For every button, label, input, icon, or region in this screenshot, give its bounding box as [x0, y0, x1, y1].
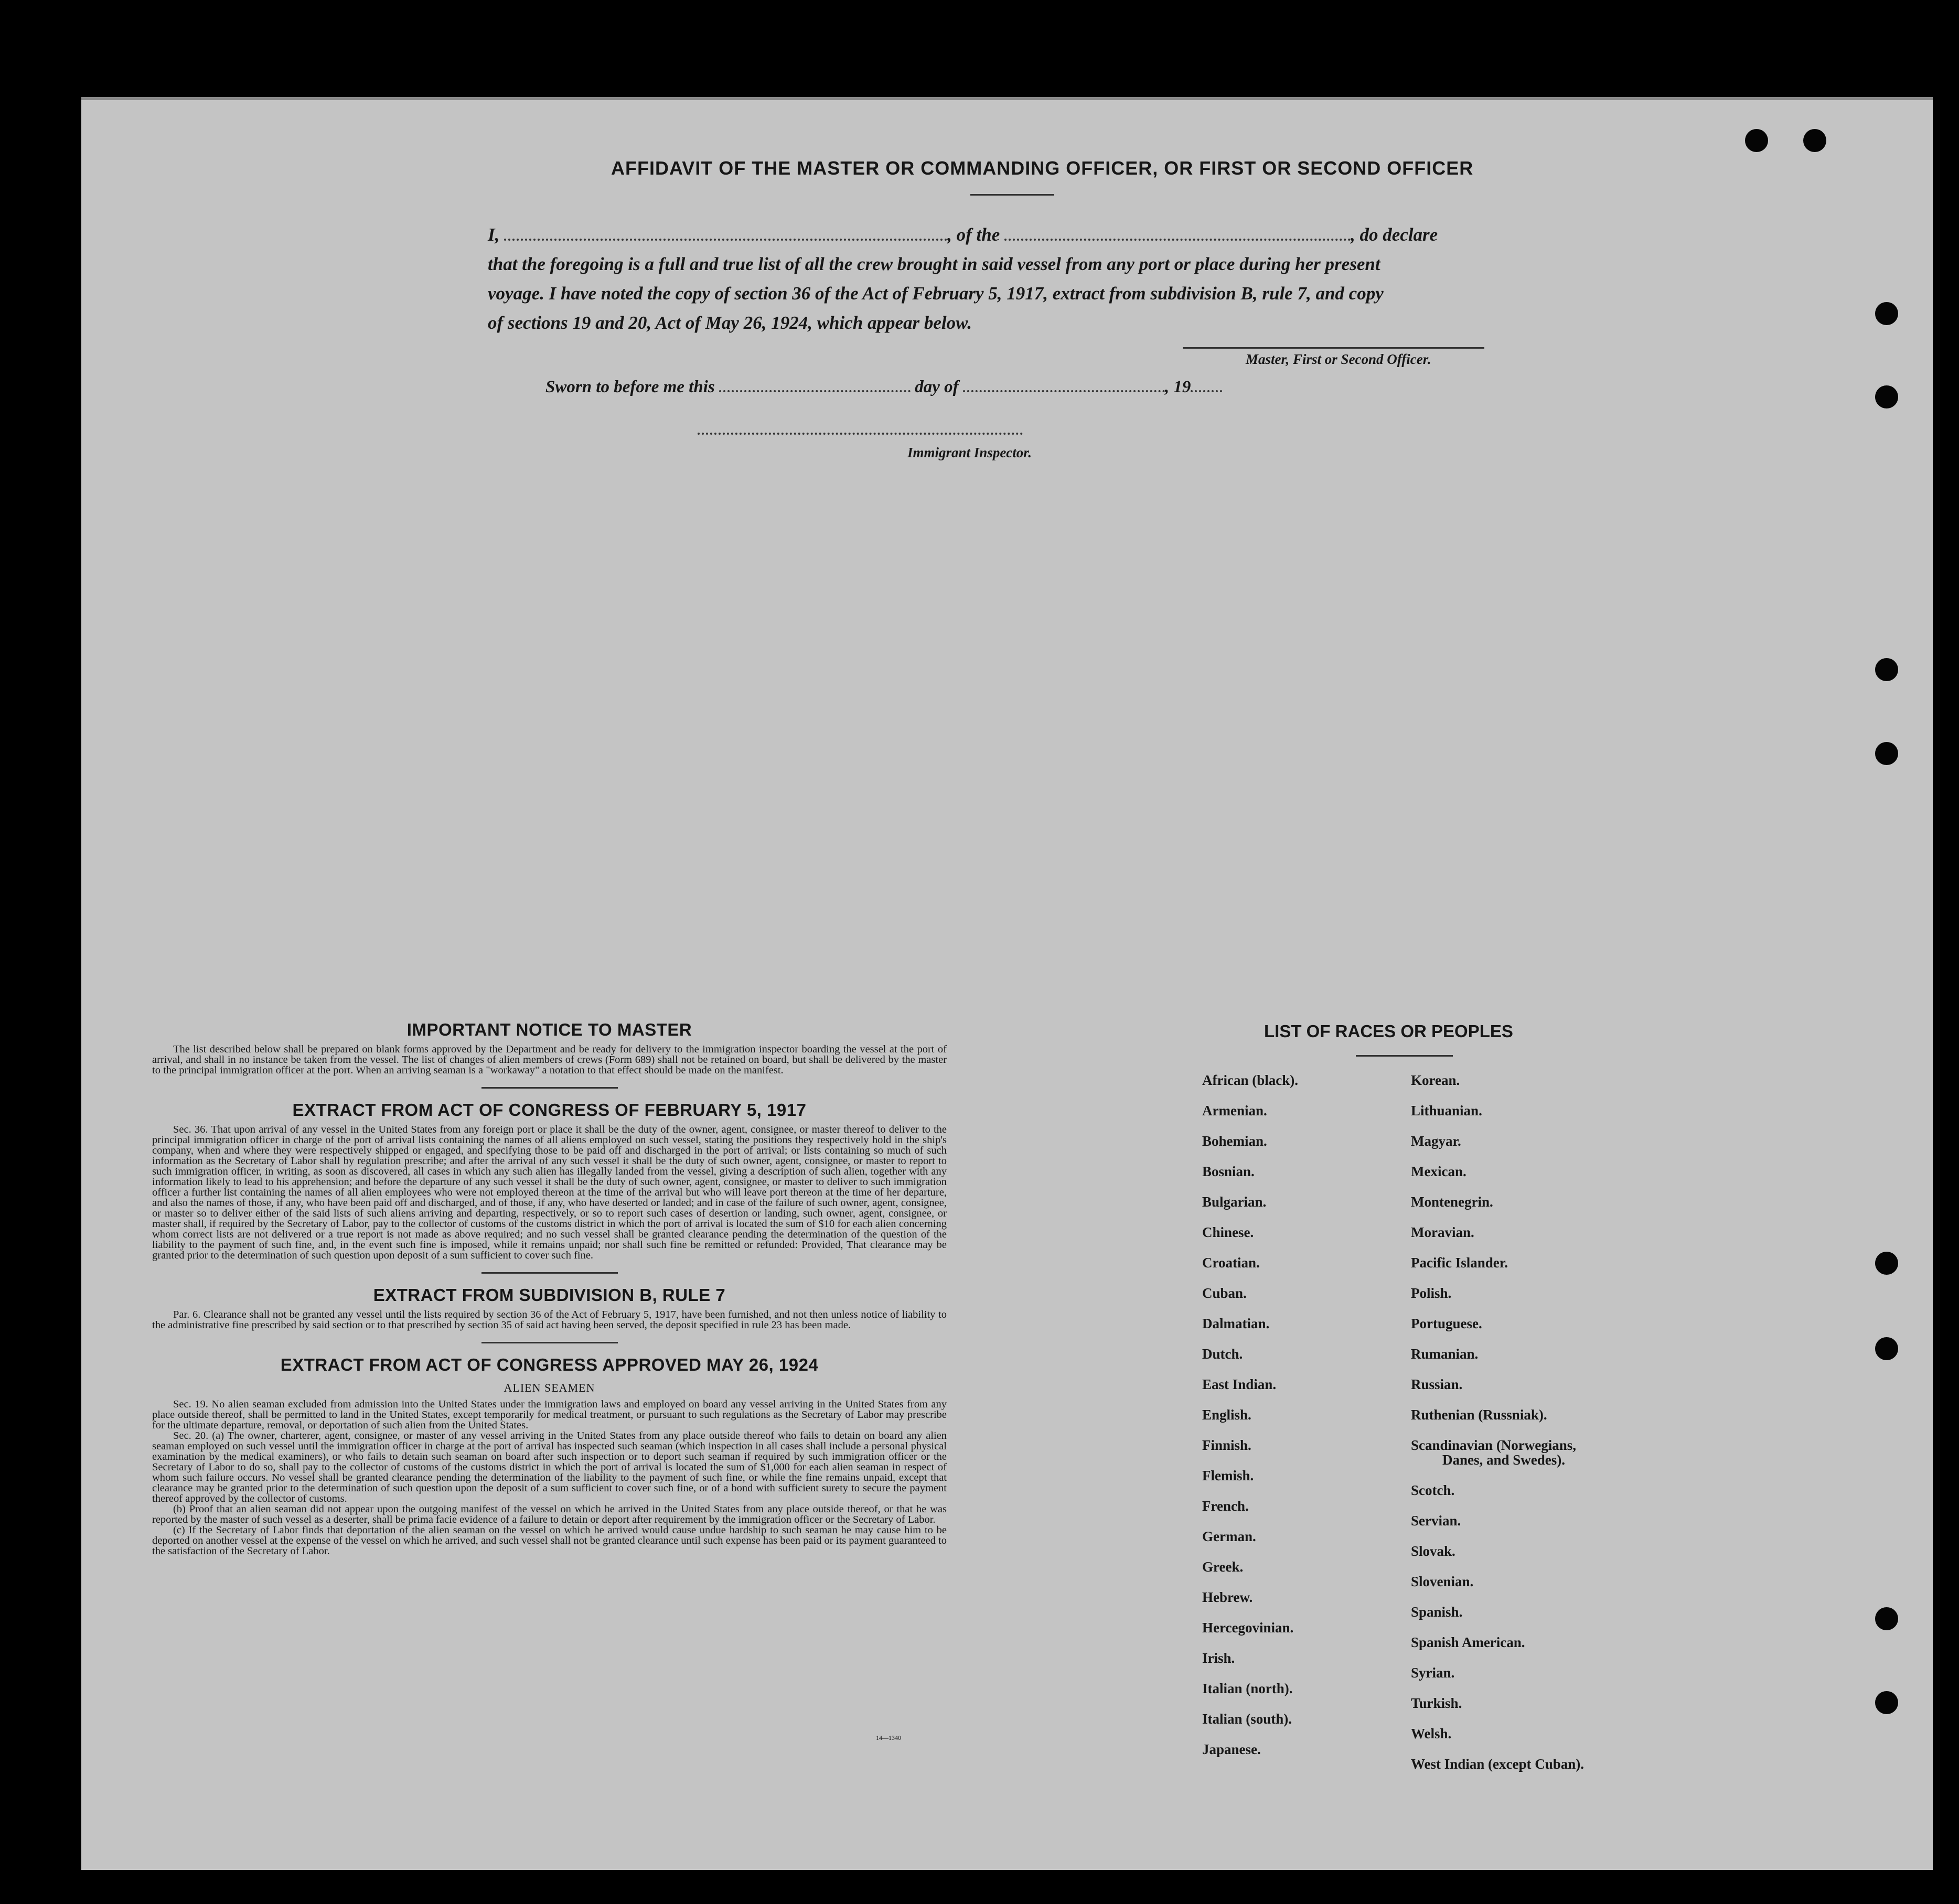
race-item: Portuguese.	[1411, 1316, 1482, 1331]
race-item: Scandinavian (Norwegians,	[1411, 1437, 1577, 1453]
race-item: Russian.	[1411, 1376, 1463, 1392]
race-item: Slovak.	[1411, 1543, 1455, 1559]
declaration-i: I,	[488, 224, 500, 245]
punch-hole	[1875, 1691, 1898, 1714]
punch-hole	[1745, 129, 1768, 152]
race-item: Spanish American.	[1411, 1634, 1525, 1650]
year-blank	[1191, 377, 1222, 392]
race-item: Polish.	[1411, 1285, 1452, 1301]
race-item: Pacific Islander.	[1411, 1255, 1508, 1271]
races-title-underline	[1356, 1055, 1453, 1057]
day-blank	[719, 377, 911, 392]
punch-hole	[1875, 385, 1898, 408]
race-item: Magyar.	[1411, 1133, 1461, 1149]
race-item: Croatian.	[1202, 1255, 1260, 1271]
race-item: African (black).	[1202, 1072, 1298, 1088]
extract-1917-title: EXTRACT FROM ACT OF CONGRESS OF FEBRUARY 5, 1917	[292, 1100, 807, 1120]
declaration-line-2: that the foregoing is a full and true list of all the crew brought in said vessel from any port or place during her present	[488, 254, 1380, 274]
punch-hole	[1875, 1607, 1898, 1630]
race-item: Ruthenian (Russniak).	[1411, 1407, 1547, 1423]
race-item: Servian.	[1411, 1513, 1461, 1529]
race-item: Syrian.	[1411, 1665, 1455, 1681]
race-item: Moravian.	[1411, 1224, 1474, 1240]
declaration-do-declare: , do declare	[1351, 224, 1438, 245]
extract-1924-title: EXTRACT FROM ACT OF CONGRESS APPROVED MAY 26, 1924	[280, 1355, 819, 1374]
race-item: Irish.	[1202, 1650, 1235, 1666]
sec-20a-text: Sec. 20. (a) The owner, charterer, agent, consignee, or master of any vessel arriving in the United States from any place outside thereof who fails to detain on board any alien seaman employed on such vessel until the immigration officer in charge at the port of arrival has inspected such seaman (which inspection in all cases shall include a personal physical examination by the medical examiners), or who fails to detain such seaman on board after such inspection or to deport such seaman if required by such immigration officer or the Secretary of Labor to do so, shall pay to the collector of customs of the customs district in which the port of arrival is located the sum of $1,000 for each alien seaman in respect of whom such failure occurs. No vessel shall be granted clearance pending the determination of the liability to the payment of such fine, or while the fine remains unpaid, except that clearance may be granted prior to the determination of such question upon the deposit of a sum sufficient to cover such fine, or of a bond with sufficient surety to secure the payment thereof approved by the collector of customs.	[152, 1430, 947, 1504]
race-item: Hebrew.	[1202, 1589, 1253, 1605]
race-item: Bosnian.	[1202, 1164, 1255, 1179]
vessel-blank	[1004, 225, 1351, 241]
punch-hole	[1875, 658, 1898, 681]
document-sheet	[81, 97, 1933, 1870]
divider	[481, 1272, 618, 1274]
race-item: Dalmatian.	[1202, 1316, 1270, 1331]
punch-hole	[1875, 1252, 1898, 1275]
race-item: Finnish.	[1202, 1437, 1251, 1453]
divider	[481, 1342, 618, 1343]
race-item: Danes, and Swedes).	[1442, 1452, 1566, 1468]
declaration-text	[488, 220, 1516, 338]
race-item: Rumanian.	[1411, 1346, 1479, 1362]
race-item: Dutch.	[1202, 1346, 1243, 1362]
master-caption: Master, First or Second Officer.	[1246, 351, 1431, 367]
sworn-line	[545, 377, 1222, 397]
inspector-caption: Immigrant Inspector.	[907, 445, 1032, 460]
race-item: Flemish.	[1202, 1468, 1254, 1483]
race-item: Turkish.	[1411, 1695, 1462, 1711]
race-item: English.	[1202, 1407, 1251, 1423]
scan-edge	[81, 97, 1933, 100]
notice-column	[152, 1020, 947, 1556]
declaration-line-4: of sections 19 and 20, Act of May 26, 1924, which appear below.	[488, 313, 972, 333]
sec-20b-text: (b) Proof that an alien seaman did not appear upon the outgoing manifest of the vessel on which he arrived in the United States from any place outside thereof, or that he was reported by the master of such vessel as a deserter, shall be prima facie evidence of a failure to detain or deport after requirement by the immigration officer or the Secretary of Labor.	[152, 1503, 947, 1525]
extract-rule7-title: EXTRACT FROM SUBDIVISION B, RULE 7	[373, 1285, 726, 1305]
title-underline	[970, 194, 1054, 196]
notice-title: IMPORTANT NOTICE TO MASTER	[406, 1020, 692, 1039]
race-item: Hercegovinian.	[1202, 1620, 1294, 1636]
name-blank	[504, 225, 947, 241]
alien-seamen-subtitle: ALIEN SEAMEN	[504, 1381, 595, 1394]
race-item: German.	[1202, 1529, 1256, 1544]
sec-19-text: Sec. 19. No alien seaman excluded from admission into the United States under the immigration laws and employed on board any vessel arriving in the United States from any place outside thereof, shall be permitted to land in the United States, except temporarily for medical treatment, or pursuant to such regulations as the Secretary of Labor may prescribe for the ultimate departure, removal, or deportation of such alien from the United States.	[152, 1399, 947, 1431]
race-item: Montenegrin.	[1411, 1194, 1493, 1210]
year-prefix: , 19	[1164, 378, 1191, 396]
race-item: Mexican.	[1411, 1164, 1466, 1179]
race-item: Scotch.	[1411, 1482, 1455, 1498]
race-item: Greek.	[1202, 1559, 1244, 1575]
race-item: West Indian (except Cuban).	[1411, 1756, 1585, 1772]
race-item: East Indian.	[1202, 1376, 1277, 1392]
race-item: Bulgarian.	[1202, 1194, 1267, 1210]
races-title: LIST OF RACES OR PEOPLES	[1264, 1021, 1513, 1041]
notice-text: The list described below shall be prepared on blank forms approved by the Department and be ready for delivery to the immigration inspector boarding the vessel at the port of arrival, and shall in no instance be taken from the vessel. The list of changes of alien members of crews (Form 689) shall not be retained on board, but shall be delivered by the master to the principal immigration officer at the port. When an arriving seaman is a "workaway" a notation to that effect should be made on the manifest.	[152, 1044, 947, 1076]
month-blank	[963, 377, 1165, 392]
punch-hole	[1875, 302, 1898, 325]
race-item: Bohemian.	[1202, 1133, 1267, 1149]
race-item: Cuban.	[1202, 1285, 1247, 1301]
race-item: Spanish.	[1411, 1604, 1463, 1620]
divider	[481, 1087, 618, 1089]
punch-hole	[1875, 742, 1898, 765]
declaration-line-3: voyage. I have noted the copy of section 36 of the Act of February 5, 1917, extract from subdivision B, rule 7, and copy	[488, 283, 1384, 304]
race-item: Welsh.	[1411, 1726, 1452, 1741]
punch-hole	[1803, 129, 1826, 152]
form-number: 14—1340	[876, 1734, 901, 1741]
day-of-label: day of	[915, 378, 959, 396]
race-item: Chinese.	[1202, 1224, 1254, 1240]
inspector-signature-line	[698, 433, 1023, 435]
affidavit-title: AFFIDAVIT OF THE MASTER OR COMMANDING OFFICER, OR FIRST OR SECOND OFFICER	[611, 157, 1474, 179]
extract-1917-text: Sec. 36. That upon arrival of any vessel in the United States from any foreign port or place it shall be the duty of the owner, agent, consignee, or master thereof to deliver to the principal immigration officer in charge of the port of arrival lists containing the names of all aliens employed on such vessel, stating the positions they respectively hold in the ship's company, when and where they were respectively shipped or engaged, and specifying those to be paid off and discharged in the port of arrival; or lists containing so much of such information as the Secretary of Labor shall by regulation prescribe; and after the arrival of any such vessel it shall be the duty of such owner, agent, consignee, or master to report to such immigration officer, in writing, as soon as discovered, all cases in which any such alien has illegally landed from the vessel, giving a description of such alien, together with any information likely to lead to his apprehension; and before the departure of any such vessel it shall be the duty of such owner, agent, consignee, or master to deliver to such immigration officer a further list containing the names of all alien employees who were not employed thereon at the time of the arrival but who will leave port thereon at the time of her departure, and also the names of those, if any, who have been paid off and discharged, and of those, if any, who have deserted or landed; and in case of the failure of such owner, agent, consignee, or master so to deliver either of the said lists of such aliens arriving and departing, respectively, or so to report such cases of desertion or landing, such owner, agent, consignee, or master shall, if required by the Secretary of Labor, pay to the collector of customs of the customs district in which the port of arrival is located the sum of $10 for each alien concerning whom correct lists are not delivered or a true report is not made as above required; and no such vessel shall be granted clearance pending the determination of the question of the liability to the payment of such fine, and, in the event such fine is imposed, while it remains unpaid; nor shall such fine be remitted or refunded: Provided, That clearance may be granted prior to the determination of such question upon deposit of a sum sufficient to cover such fine.	[152, 1124, 947, 1261]
sec-20c-text: (c) If the Secretary of Labor finds that deportation of the alien seaman on the vessel on which he arrived would cause undue hardship to such seaman he may cause him to be deported on another vessel at the expense of the vessel on which he arrived, and such vessel shall not be granted clearance until such expense has been paid or its payment guaranteed to the satisfaction of the Secretary of Labor.	[152, 1524, 947, 1557]
race-item: Lithuanian.	[1411, 1103, 1482, 1118]
race-item: Armenian.	[1202, 1103, 1267, 1118]
race-item: Slovenian.	[1411, 1574, 1474, 1589]
race-item: Japanese.	[1202, 1741, 1261, 1757]
master-signature-line	[1183, 347, 1484, 349]
race-item: French.	[1202, 1498, 1249, 1514]
race-item: Korean.	[1411, 1072, 1460, 1088]
declaration-of-the: , of the	[947, 224, 1000, 245]
sworn-label: Sworn to before me this	[545, 378, 715, 396]
race-item: Italian (north).	[1202, 1681, 1293, 1696]
punch-hole	[1875, 1337, 1898, 1360]
race-item: Italian (south).	[1202, 1711, 1292, 1727]
extract-rule7-text: Par. 6. Clearance shall not be granted any vessel until the lists required by section 36 of the Act of February 5, 1917, have been furnished, and not then unless notice of liability to the administrative fine prescribed by said section or to that prescribed by section 35 of said act having been served, the deposit specified in rule 23 has been made.	[152, 1309, 947, 1331]
